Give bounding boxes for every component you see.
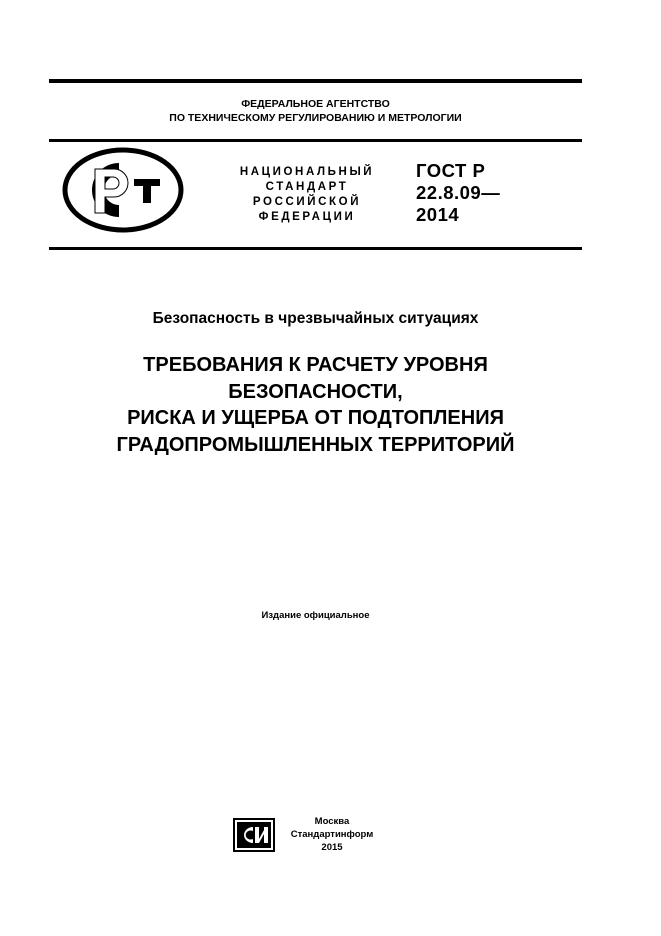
document-subtitle: Безопасность в чрезвычайных ситуациях (152, 310, 479, 327)
top-rule (49, 79, 582, 83)
standard-number-line-2: 22.8.09— (416, 182, 501, 203)
document-title (49, 352, 582, 458)
title-line-2: БЕЗОПАСНОСТИ, (228, 380, 403, 403)
publisher-city: Москва (314, 816, 350, 827)
national-line-2: СТАНДАРТ (265, 181, 349, 193)
standard-number-line-1: ГОСТ Р (416, 160, 486, 181)
agency-line-1: ФЕДЕРАЛЬНОЕ АГЕНТСТВО (241, 98, 390, 110)
publisher-name: Стандартинформ (290, 829, 374, 840)
middle-rule (49, 139, 582, 142)
standartinform-logo-icon (233, 818, 275, 852)
gost-r-logo-icon (62, 147, 184, 233)
agency-name (49, 97, 582, 125)
standard-number-line-3: 2014 (416, 204, 460, 225)
edition-label: Издание официальное (261, 610, 370, 621)
publisher-info (282, 815, 382, 854)
title-line-3: РИСКА И УЩЕРБА ОТ ПОДТОПЛЕНИЯ (127, 407, 504, 429)
national-line-1: НАЦИОНАЛЬНЫЙ (239, 166, 375, 178)
bottom-rule (49, 247, 582, 250)
national-line-4: ФЕДЕРАЦИИ (258, 211, 356, 223)
agency-line-2: ПО ТЕХНИЧЕСКОМУ РЕГУЛИРОВАНИЮ И МЕТРОЛОГИИ (169, 112, 462, 124)
standard-number (416, 160, 500, 226)
publisher-year: 2015 (321, 842, 343, 853)
title-line-1: ТРЕБОВАНИЯ К РАСЧЕТУ УРОВНЯ (143, 354, 488, 376)
title-line-4: ГРАДОПРОМЫШЛЕННЫХ ТЕРРИТОРИЙ (116, 433, 515, 456)
national-line-3: РОССИЙСКОЙ (252, 196, 362, 208)
national-standard-label (222, 165, 392, 225)
